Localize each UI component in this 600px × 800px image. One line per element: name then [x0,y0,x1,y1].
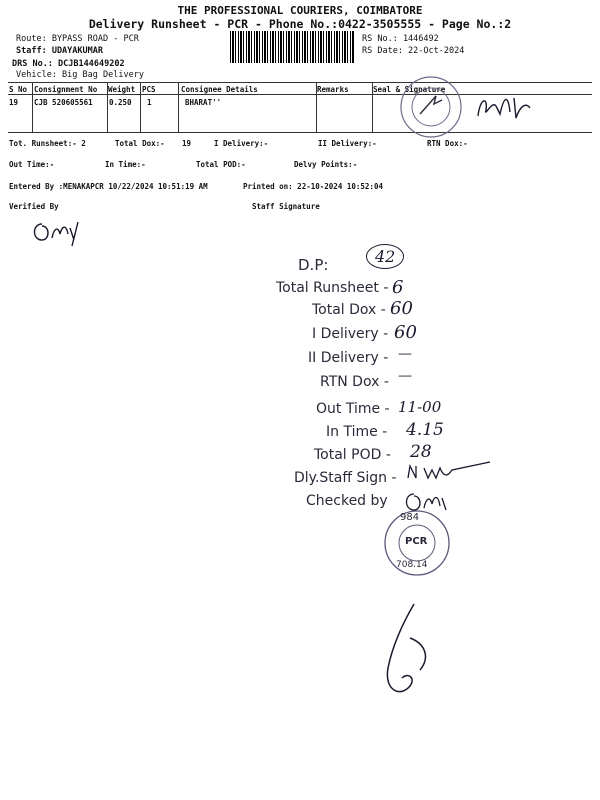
table-bottom-rule [8,132,592,133]
verifier-initials [28,210,88,248]
company-seal-stamp [398,74,464,140]
form-total-dox: Total Dox - [312,302,386,318]
rs-date: RS Date: 22-Oct-2024 [362,46,465,56]
dp-label: D.P: [298,256,329,274]
form-ii-delivery-value: — [398,346,412,362]
col-divider [140,82,141,132]
form-rtn-dox-value: — [398,368,412,384]
staff-signature-label: Staff Signature [252,202,320,211]
printed-on: Printed on: 22-10-2024 10:52:04 [243,182,383,191]
form-checked-by: Checked by [306,493,388,509]
form-out-time: Out Time - [316,401,390,417]
col-divider [178,82,179,132]
stamp-top-text: 984 [400,512,420,523]
runsheet-title: Delivery Runsheet - PCR - Phone No.:0422-3505555 - Page No.:2 [88,17,512,31]
total-dox-value: 19 [182,139,192,148]
stamp-bottom-text: 708.14 [396,560,428,570]
row-sno: 19 [9,98,19,107]
col-header: Consignment No [34,85,98,94]
route-label: Route: BYPASS ROAD - PCR [16,34,139,44]
form-ii-delivery: II Delivery - [308,350,389,366]
row-consignee: BHARAT'' [185,98,222,107]
col-header: Remarks [317,85,349,94]
col-header: Consignee Details [181,85,258,94]
in-time-label: In Time:- [105,160,146,169]
stamp-center-text: PCR [405,536,428,547]
table-top-rule [8,82,592,83]
form-total-runsheet-value: 6 [392,277,404,298]
company-name: THE PROFESSIONAL COURIERS, COIMBATORE [177,4,423,17]
tot-runsheet: Tot. Runsheet:- 2 [9,139,86,148]
receiver-signature [470,88,540,128]
form-i-delivery: I Delivery - [312,326,389,342]
form-dly-staff-sign: Dly.Staff Sign - [294,470,397,486]
row-consignment: CJB 520605561 [34,98,93,107]
form-i-delivery-value: 60 [394,322,417,343]
form-total-pod: Total POD - [314,447,391,463]
col-header: Weight [108,85,136,94]
rs-number: RS No.: 1446492 [362,34,439,44]
col-header: S No [9,85,28,94]
round-pcr-stamp [378,508,456,578]
drs-number: DRS No.: DCJB144649202 [12,59,125,69]
col-header: Seal & Signature [373,85,446,94]
entered-by: Entered By :MENAKAPCR 10/22/2024 10:51:19 AM [9,182,208,191]
dly-staff-signature [404,458,494,486]
barcode [230,31,355,63]
i-delivery-label: I Delivery:- [214,139,269,148]
form-out-time-value: 11-00 [398,398,442,416]
row-pcs: 1 [147,98,152,107]
vehicle-label: Vehicle: Big Bag Delivery [16,70,144,80]
delvy-points-label: Delvy Points:- [294,160,358,169]
staff-label: Staff: UDAYAKUMAR [16,46,103,56]
row-weight: 0.250 [109,98,132,107]
form-total-dox-value: 60 [390,298,413,319]
form-total-runsheet: Total Runsheet - [276,280,389,296]
form-in-time-value: 4.15 [406,420,444,440]
ii-delivery-label: II Delivery:- [318,139,377,148]
total-dox-label: Total Dox:- [115,139,165,148]
rtn-dox-label: RTN Dox:- [427,139,468,148]
form-in-time: In Time - [326,424,388,440]
dp-value: 42 [366,244,404,269]
form-total-pod-value: 28 [410,442,432,462]
total-pod-label: Total POD:- [196,160,246,169]
large-signature [370,598,450,708]
form-rtn-dox: RTN Dox - [320,374,389,390]
verified-by-label: Verified By [9,202,59,211]
out-time-label: Out Time:- [9,160,55,169]
col-divider [32,82,33,132]
col-header: PCS [142,85,156,94]
